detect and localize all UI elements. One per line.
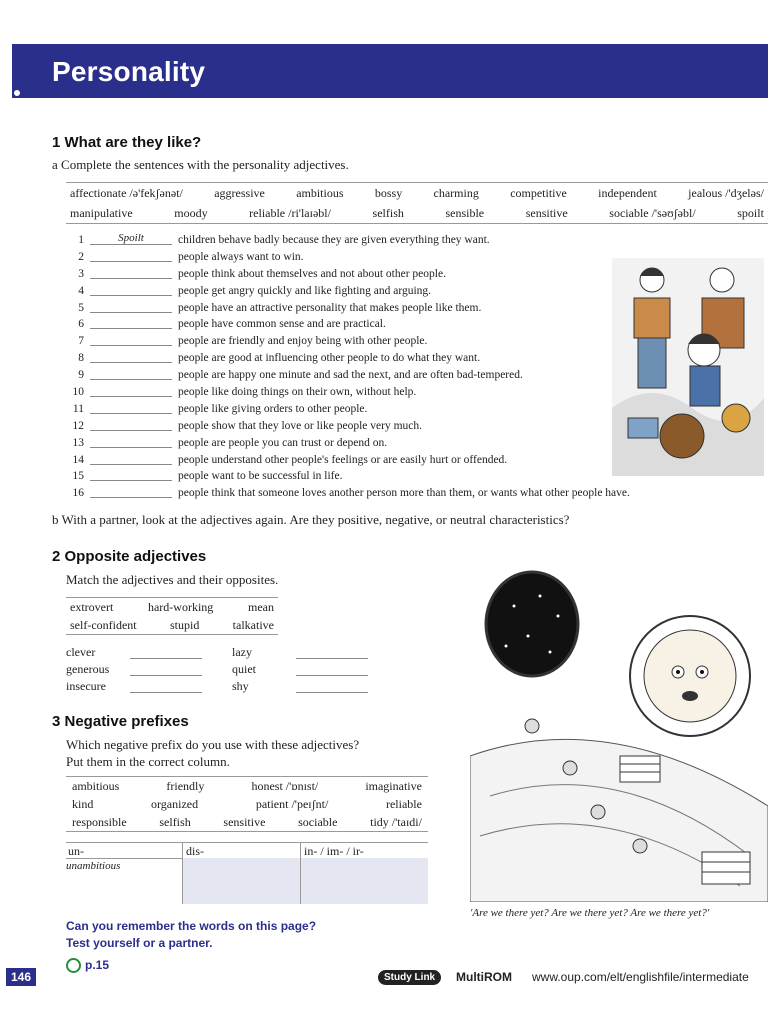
table-top-rule (66, 842, 428, 843)
sentence-text: people have common sense and are practical. (178, 318, 386, 331)
adjective-word: manipulative (70, 206, 133, 220)
adjective-word: bossy (374, 186, 403, 200)
section3-instruction-1: Which negative prefix do you use with these adjectives? (66, 737, 360, 752)
opposite-word: talkative (232, 618, 274, 632)
opposite-word: mean (247, 600, 274, 614)
adjective-word: sociable /'səʊʃəbl/ (609, 206, 696, 220)
match-word: shy (232, 679, 249, 693)
illustration-caption: 'Are we there yet? Are we there yet? Are we there yet?' (470, 907, 710, 919)
adjective-word: ambitious (296, 186, 344, 200)
match-answer-line[interactable] (130, 682, 202, 693)
match-answer-line[interactable] (296, 648, 368, 659)
prefix-word: selfish (159, 815, 191, 829)
sentence-number: 14 (72, 453, 84, 466)
sentence-number: 10 (72, 386, 84, 399)
prefix-word: sensitive (223, 815, 266, 829)
adjective-word: selfish (372, 206, 404, 220)
answer-blank[interactable] (90, 384, 172, 397)
sentence-text: people are friendly and enjoy being with other people. (178, 335, 428, 348)
sentence-text: people show that they love or like people very much. (178, 419, 422, 432)
answer-blank[interactable] (90, 266, 172, 279)
adjective-word: affectionate /ə'fekʃənət/ (70, 186, 183, 200)
website-url[interactable]: www.oup.com/elt/englishfile/intermediate (532, 970, 749, 984)
section2-instruction: Match the adjectives and their opposites. (66, 572, 279, 587)
prefix-word: reliable (385, 797, 422, 811)
page-reference[interactable] (66, 958, 109, 973)
opposites-row-2 (66, 616, 278, 634)
answer-blank[interactable] (90, 316, 172, 329)
column-header-un: un- (68, 844, 84, 858)
answer-blank[interactable] (90, 435, 172, 448)
prefix-word: ambitious (72, 779, 120, 793)
prefix-word: responsible (72, 815, 127, 829)
sentence-text: people want to be successful in life. (178, 470, 343, 483)
sentence-text: people understand other people's feelings or are easily hurt or offended. (178, 453, 508, 466)
sentence-text: people think about themselves and not about other people. (178, 267, 446, 280)
answer-blank[interactable] (90, 452, 172, 465)
match-word: insecure (66, 679, 106, 693)
section1-instruction-a: a Complete the sentences with the personality adjectives. (52, 157, 349, 172)
adjective-word: jealous /'dʒeləs/ (688, 186, 764, 200)
sentence-text: people think that someone loves another person more than them, or wants what other people have. (178, 487, 630, 500)
adjective-word: sensitive (525, 206, 568, 220)
section1-instruction-b: b With a partner, look at the adjectives again. Are they positive, negative, or neutral characteristics? (52, 512, 570, 527)
multirom-label: MultiROM (456, 970, 512, 984)
match-word: quiet (232, 662, 256, 676)
sentence-text: people have an attractive personality that makes people like them. (178, 301, 482, 314)
answer-blank[interactable] (90, 350, 172, 363)
table-shade (182, 858, 428, 904)
adjective-word: spoilt (737, 206, 764, 220)
adjective-word: moody (174, 206, 208, 220)
page-title: Personality (52, 56, 206, 87)
match-item (66, 644, 202, 661)
prefix-word: sociable (298, 815, 338, 829)
match-word: generous (66, 662, 110, 676)
adjective-word: charming (433, 186, 479, 200)
adjective-word: reliable /ri'laɪəbl/ (249, 206, 331, 220)
section1-heading: 1 What are they like? (52, 134, 202, 151)
adjective-word: competitive (510, 186, 567, 200)
page-reference-label: p.15 (85, 958, 110, 972)
sentence-text: people are happy one minute and sad the next, and are often bad-tempered. (178, 369, 523, 382)
answer-blank[interactable] (90, 418, 172, 431)
table-divider-2 (300, 842, 301, 904)
match-right-column (232, 644, 368, 695)
sentence-number: 12 (72, 419, 84, 432)
match-word: lazy (232, 645, 252, 659)
match-answer-line[interactable] (130, 665, 202, 676)
sentence-number: 11 (72, 402, 84, 415)
sentence-text: people always want to win. (178, 250, 304, 263)
answer-blank[interactable] (90, 367, 172, 380)
answer-blank[interactable] (90, 283, 172, 296)
prefix-word: organized (151, 797, 199, 811)
banner-dot (14, 90, 20, 96)
adjective-word-box (66, 182, 768, 224)
revision-prompt (66, 918, 316, 952)
page-number: 146 (6, 968, 36, 986)
answer-blank[interactable] (90, 468, 172, 481)
answer-blank[interactable] (90, 401, 172, 414)
sentence-number: 9 (78, 369, 84, 382)
sentence-number: 4 (78, 284, 84, 297)
prefix-row-1 (66, 777, 428, 795)
sentence-number: 8 (78, 352, 84, 365)
answer-blank[interactable] (90, 249, 172, 262)
sentence-number: 3 (78, 267, 84, 280)
sentence-text: people are people you can trust or depend on. (178, 436, 388, 449)
adjective-word: aggressive (214, 186, 265, 200)
answer-blank[interactable] (90, 485, 172, 498)
sentence-text: people like doing things on their own, without help. (178, 386, 417, 399)
revision-question-2: Test yourself or a partner. (66, 936, 213, 950)
answer-blank[interactable]: Spoilt (90, 232, 172, 245)
sentence-number: 16 (72, 487, 84, 500)
prefix-word: patient /'peɪʃnt/ (255, 797, 329, 811)
match-item (232, 661, 368, 678)
column-header-in-im-ir: in- / im- / ir- (304, 844, 364, 858)
section3-heading: 3 Negative prefixes (52, 713, 189, 730)
table-divider-1 (182, 842, 183, 904)
opposites-row-1 (66, 598, 278, 616)
prefix-word-box (66, 776, 428, 832)
sentence-number: 13 (72, 436, 84, 449)
sentence-row (66, 485, 756, 502)
sentence-text: people are good at influencing other people to do what they want. (178, 352, 481, 365)
opposite-word: extrovert (70, 600, 114, 614)
prefix-row-2 (66, 795, 428, 813)
match-answer-line[interactable] (296, 665, 368, 676)
word-box-row-1 (66, 183, 768, 203)
prefix-word: tidy /'taɪdi/ (370, 815, 422, 829)
word-box-row-2 (66, 203, 768, 223)
section3-instruction-2: Put them in the correct column. (66, 754, 230, 769)
sentence-row (66, 232, 756, 249)
study-link-badge: Study Link (378, 970, 441, 985)
sentence-number: 6 (78, 318, 84, 331)
answer-blank[interactable] (90, 333, 172, 346)
match-word: clever (66, 645, 96, 659)
spoilt-children-illustration (612, 258, 764, 476)
astronaut-illustration (470, 556, 768, 902)
prefix-word: honest /'ɒnɪst/ (251, 779, 319, 793)
prefix-word: kind (72, 797, 94, 811)
sentence-number: 5 (78, 301, 84, 314)
sentence-number: 2 (78, 250, 84, 263)
opposite-word: stupid (169, 618, 200, 632)
sentence-number: 15 (72, 470, 84, 483)
adjective-word: independent (598, 186, 657, 200)
match-item (66, 678, 202, 695)
prefix-table (66, 842, 428, 904)
prefix-row-3 (66, 813, 428, 831)
opposite-word: self-confident (70, 618, 137, 632)
sentence-text: children behave badly because they are given everything they want. (178, 234, 490, 246)
opposite-word: hard-working (147, 600, 214, 614)
sentence-number: 1 (78, 234, 84, 246)
sentence-text: people like giving orders to other people. (178, 402, 368, 415)
match-item (232, 644, 368, 661)
answer-blank[interactable] (90, 300, 172, 313)
section2-heading: 2 Opposite adjectives (52, 548, 207, 565)
match-left-column (66, 644, 202, 695)
sentence-number: 7 (78, 335, 84, 348)
opposites-word-box (66, 597, 278, 635)
match-answer-line[interactable] (130, 648, 202, 659)
prefix-word: friendly (166, 779, 205, 793)
match-answer-line[interactable] (296, 682, 368, 693)
adjective-word: sensible (445, 206, 485, 220)
example-answer: unambitious (66, 860, 121, 872)
match-item (66, 661, 202, 678)
match-item (232, 678, 368, 695)
sentence-text: people get angry quickly and like fighting and arguing. (178, 284, 432, 297)
revision-question-1: Can you remember the words on this page? (66, 919, 317, 933)
prefix-word: imaginative (365, 779, 422, 793)
column-header-dis: dis- (186, 844, 204, 858)
circle-arrow-icon (66, 958, 81, 973)
